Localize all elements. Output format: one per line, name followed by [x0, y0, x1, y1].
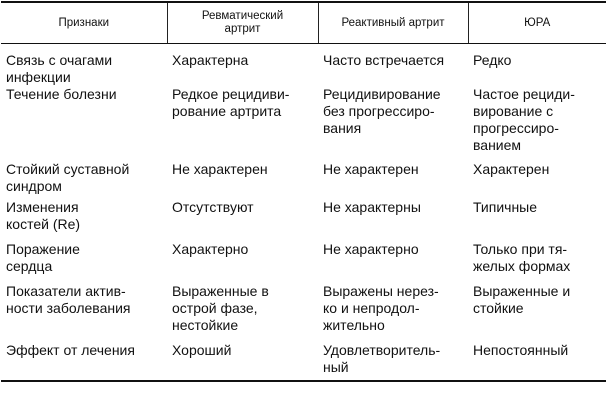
cell-line: жительно [323, 317, 385, 333]
cell-line: ванием [473, 137, 522, 153]
cell-line: Стойкий суставной [6, 161, 130, 177]
cell-line: Показатели актив- [6, 283, 126, 299]
table-cell [167, 342, 318, 381]
header-row [1, 2, 606, 44]
cell-line: Не характерен [172, 161, 268, 177]
header-rheumatic-arthritis [167, 2, 318, 44]
cell-line: Типичные [473, 199, 538, 215]
header-signs [1, 2, 167, 44]
cell-line: ный [323, 359, 349, 375]
cell-line: рование артрита [172, 103, 282, 119]
table-cell [318, 342, 468, 381]
header-line: Ревматический [201, 10, 284, 22]
table-row [1, 161, 606, 199]
table-cell [1, 44, 167, 87]
header-line: артрит [224, 23, 261, 35]
cell-line: синдром [6, 178, 62, 194]
table-cell [1, 161, 167, 199]
table-cell [468, 161, 606, 199]
cell-line: Непостоянный [473, 342, 569, 358]
cell-line: Поражение [6, 241, 80, 257]
header-line: ЮРА [524, 16, 551, 29]
cell-line: Удовлетворитель- [323, 342, 441, 358]
cell-line: Характерен [473, 161, 550, 177]
cell-line: Часто встречается [323, 52, 445, 68]
table-cell [167, 161, 318, 199]
cell-line: Рецидивирование [323, 86, 441, 102]
cell-line: Эффект от лечения [6, 342, 135, 358]
cell-line: сердца [6, 258, 53, 274]
cell-line: Течение болезни [6, 86, 117, 102]
table-cell [468, 342, 606, 381]
header-line: Признаки [58, 16, 110, 29]
table-cell [318, 283, 468, 342]
table-cell [318, 161, 468, 199]
cell-line: Характерна [172, 52, 249, 68]
header-reactive-arthritis [318, 2, 468, 44]
cell-line: инфекции [6, 69, 71, 85]
cell-line: Частое рециди- [473, 86, 575, 102]
cell-line: Хороший [172, 342, 232, 358]
table-cell [1, 283, 167, 342]
cell-line: острой фазе, [172, 300, 258, 316]
cell-line: Связь с очагами [6, 52, 113, 68]
table-row [1, 199, 606, 241]
table-cell [167, 199, 318, 241]
table-cell [468, 86, 606, 161]
cell-line: желых формах [473, 258, 571, 274]
table-cell [468, 241, 606, 283]
cell-line: стойкие [473, 300, 524, 316]
table-cell [318, 199, 468, 241]
cell-line: Не характерны [323, 199, 421, 215]
comparison-table [1, 1, 606, 382]
cell-line: вания [323, 120, 362, 136]
cell-line: Характерно [172, 241, 249, 257]
cell-line: вирование с [473, 103, 554, 119]
header-jra [468, 2, 606, 44]
table-cell [167, 86, 318, 161]
table-cell [468, 283, 606, 342]
cell-line: Выраженные и [473, 283, 571, 299]
table-cell [1, 86, 167, 161]
table-cell [318, 44, 468, 87]
cell-line: Выраженные в [172, 283, 269, 299]
table-cell [167, 44, 318, 87]
table-cell [1, 199, 167, 241]
table-body [1, 44, 606, 382]
table-cell [318, 86, 468, 161]
cell-line: Редко [473, 52, 512, 68]
cell-line: Редкое рецидиви- [172, 86, 290, 102]
cell-line: ности заболевания [6, 300, 131, 316]
table-cell [468, 44, 606, 87]
table-cell [1, 342, 167, 381]
cell-line: прогрессиро- [473, 120, 559, 136]
cell-line: костей (Re) [6, 216, 81, 232]
table-cell [167, 241, 318, 283]
table-cell [318, 241, 468, 283]
header-line: Реактивный артрит [341, 16, 445, 29]
cell-line: Изменения [6, 199, 79, 215]
table-cell [468, 199, 606, 241]
table-row [1, 86, 606, 161]
cell-line: без прогрессиро- [323, 103, 435, 119]
table-row [1, 44, 606, 87]
table-row [1, 342, 606, 381]
cell-line: Не характерен [323, 161, 419, 177]
table-row [1, 241, 606, 283]
cell-line: Только при тя- [473, 241, 568, 257]
table-header [1, 2, 606, 44]
cell-line: нестойкие [172, 317, 239, 333]
cell-line: Отсутствуют [172, 199, 254, 215]
table-cell [1, 241, 167, 283]
cell-line: Не характерно [323, 241, 419, 257]
table-row [1, 283, 606, 342]
table-cell [167, 283, 318, 342]
cell-line: Выражены нерез- [323, 283, 439, 299]
cell-line: ко и непродол- [323, 300, 420, 316]
